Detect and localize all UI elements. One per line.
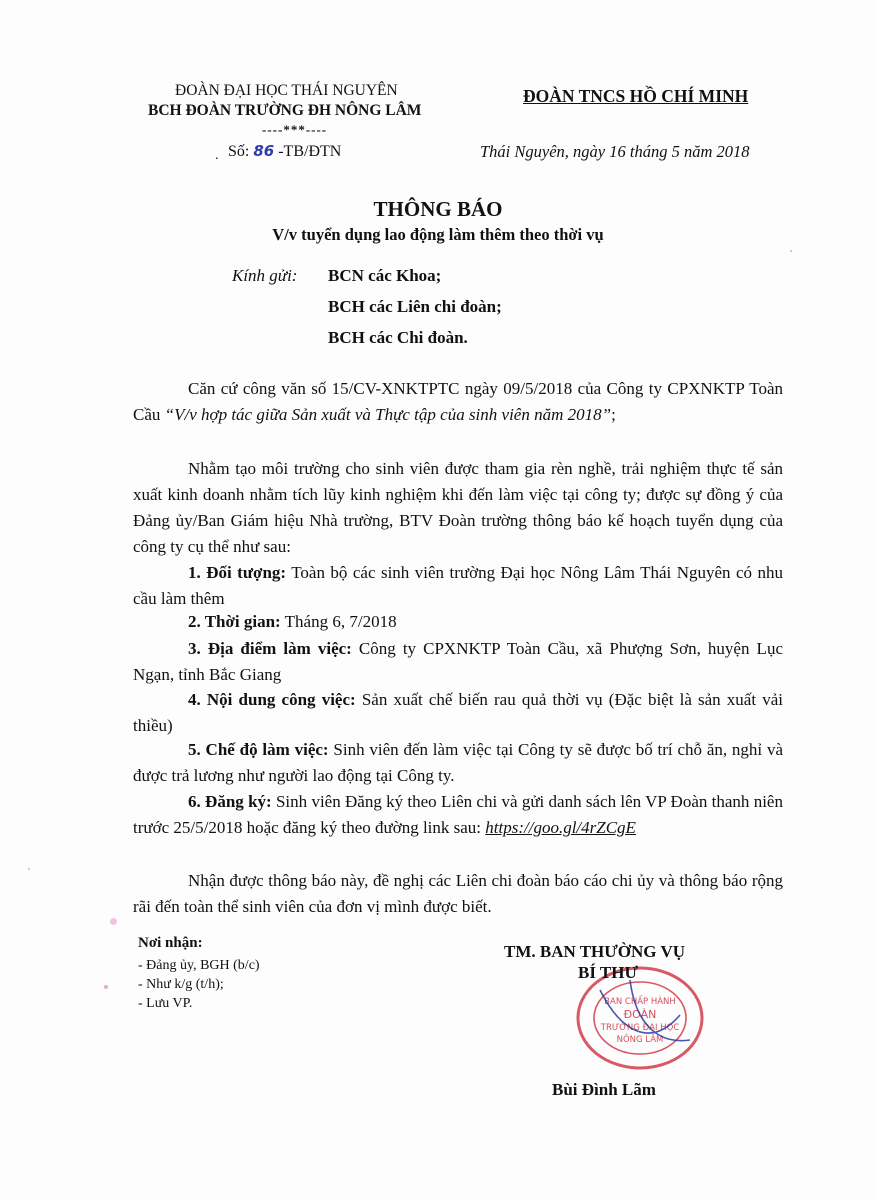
signature-role: BÍ THƯ: [578, 963, 638, 982]
item-3: 3. Địa điểm làm việc: Công ty CPXNKTP Toàn Cầu, xã Phượng Sơn, huyện Lục Ngạn, tỉnh Bắc Giang: [133, 639, 783, 684]
recipient-1: BCN các Khoa;: [328, 266, 442, 285]
scan-speck: [28, 868, 30, 870]
scan-speck: [104, 985, 108, 989]
registration-link[interactable]: https://goo.gl/4rZCgE: [485, 818, 636, 837]
paragraph-purpose: Nhằm tạo môi trường cho sinh viên được tham gia rèn nghề, trải nghiệm thực tế sản xuất kinh doanh nhằm tích lũy kinh nghiệm khi đến làm việc tại công ty; được sự đồng ý của Đảng ủy/Ban Giám hiệu Nhà trường, BTV Đoàn trường thông báo kế hoạch tuyển dụng của công ty cụ thể như sau:: [133, 459, 783, 556]
doc-no-prefix: Số:: [228, 143, 254, 160]
item-2: 2. Thời gian: Tháng 6, 7/2018: [188, 612, 397, 631]
recipient-2: BCH các Liên chi đoàn;: [328, 297, 502, 316]
org-separator: ----***----: [262, 122, 328, 137]
document-subtitle: V/v tuyển dụng lao động làm thêm theo thời vụ: [272, 225, 604, 244]
recipients-list-item: - Đảng ủy, BGH (b/c): [138, 958, 260, 973]
referenced-document-title: “V/v hợp tác giữa Sản xuất và Thực tập của sinh viên năm 2018”: [164, 405, 612, 424]
item-6: 6. Đăng ký: Sinh viên Đăng ký theo Liên chi và gửi danh sách lên VP Đoàn thanh niên trước 25/5/2018 hoặc đăng ký theo đường link sau: https://goo.gl/4rZCgE: [133, 792, 783, 837]
scan-speck: [110, 918, 117, 925]
seal-text-line: TRƯỜNG ĐẠI HỌC: [600, 1023, 680, 1033]
signature-authority: TM. BAN THƯỜNG VỤ: [504, 942, 686, 961]
recipient-3: BCH các Chi đoàn.: [328, 328, 468, 347]
party-name: ĐOÀN TNCS HỒ CHÍ MINH: [523, 86, 749, 106]
signer-name: Bùi Đình Lãm: [552, 1080, 656, 1099]
seal-text-line: NÔNG LÂM: [616, 1035, 664, 1045]
org-line-2: BCH ĐOÀN TRƯỜNG ĐH NÔNG LÂM: [148, 102, 422, 119]
seal-text-line: BAN CHẤP HÀNH: [604, 997, 676, 1007]
kinh-gui-label: Kính gửi:: [232, 266, 298, 285]
place-date: Thái Nguyên, ngày 16 tháng 5 năm 2018: [480, 142, 750, 161]
doc-no-suffix: -TB/ĐTN: [274, 143, 342, 160]
paragraph-closing: Nhận được thông báo này, đề nghị các Liên chi đoàn báo cáo chi ủy và thông báo rộng rãi đến toàn thể sinh viên của đơn vị mình được biết.: [133, 871, 783, 916]
paragraph-legal-basis: Căn cứ công văn số 15/CV-XNKTPTC ngày 09/5/2018 của Công ty CPXNKTP Toàn Cầu “V/v hợp tác giữa Sản xuất và Thực tập của sinh viên năm 2018”;: [133, 379, 783, 424]
stray-dot: .: [215, 148, 219, 163]
scan-speck: [790, 250, 792, 252]
item-5: 5. Chế độ làm việc: Sinh viên đến làm việc tại Công ty sẽ được bố trí chỗ ăn, nghỉ và được trả lương như người lao động tại Công ty.: [133, 740, 783, 785]
recipients-list-item: - Lưu VP.: [138, 996, 193, 1011]
seal-text-line: ĐOÀN: [623, 1008, 657, 1021]
document-title: THÔNG BÁO: [373, 197, 503, 221]
item-4: 4. Nội dung công việc: Sản xuất chế biến rau quả thời vụ (Đặc biệt là sản xuất vải thiều): [133, 690, 783, 735]
item-1: 1. Đối tượng: Toàn bộ các sinh viên trường Đại học Nông Lâm Thái Nguyên có nhu cầu làm thêm: [133, 563, 783, 608]
doc-no-handwritten: 86: [253, 142, 275, 160]
document-number: [228, 142, 341, 161]
recipients-list-title: Nơi nhận:: [138, 935, 203, 951]
recipients-list-item: - Như k/g (t/h);: [138, 977, 224, 992]
org-line-1: ĐOÀN ĐẠI HỌC THÁI NGUYÊN: [175, 82, 398, 99]
